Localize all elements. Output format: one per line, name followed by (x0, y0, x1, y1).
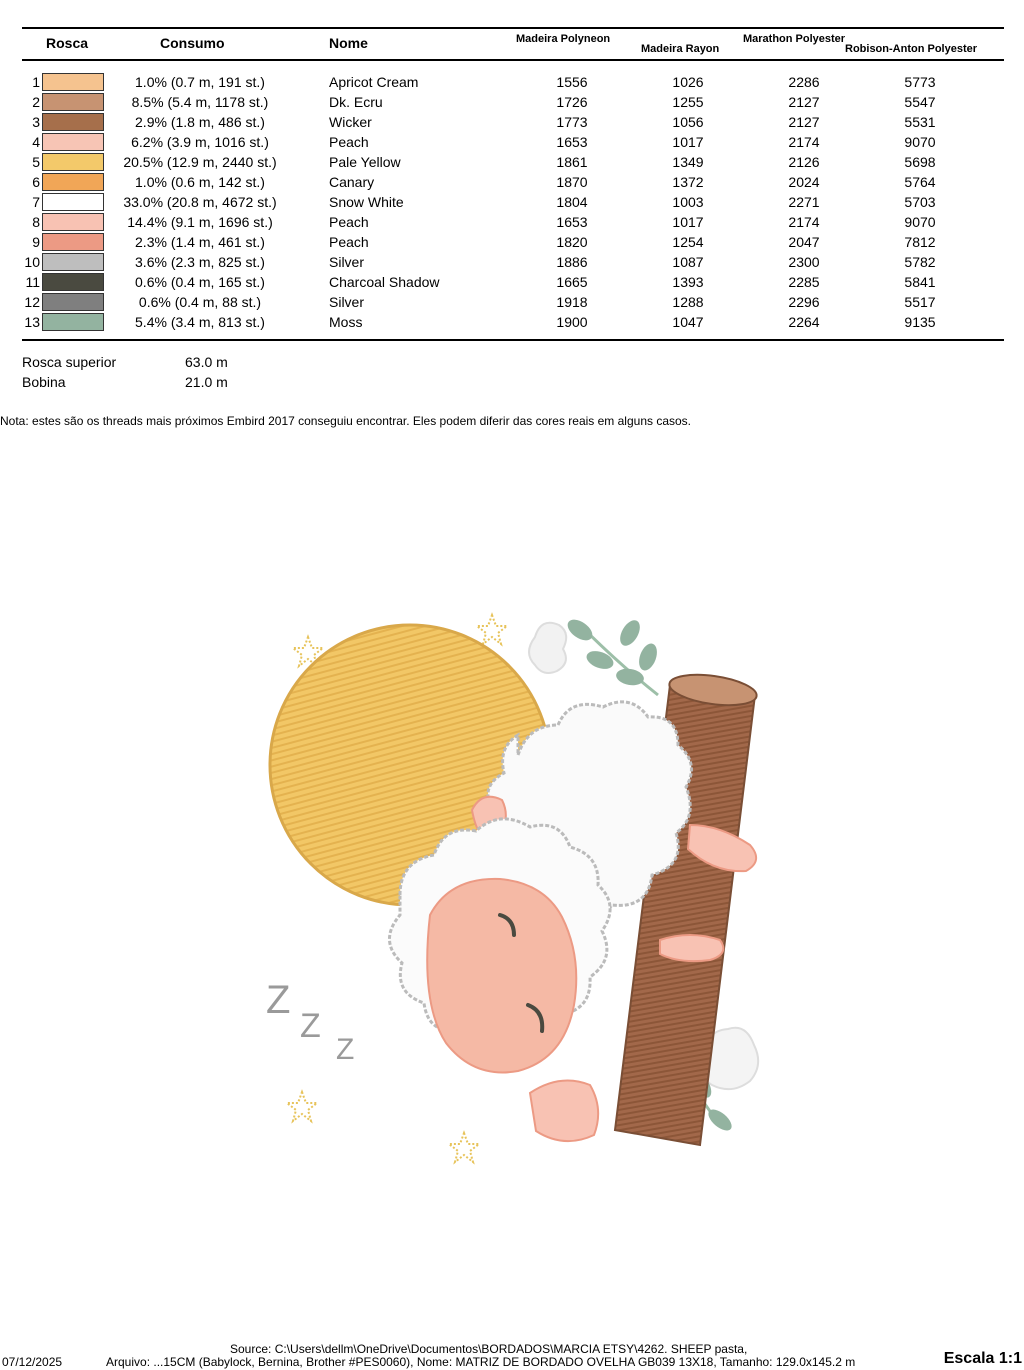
row-robison-anton: 5782 (904, 254, 936, 270)
table-bottom-rule (22, 339, 1004, 341)
row-consumo: 1.0% (0.7 m, 191 st.) (135, 74, 265, 90)
row-madeira-rayon: 1003 (672, 194, 704, 210)
table-row (0, 232, 1024, 252)
table-row (0, 192, 1024, 212)
row-nome: Peach (329, 134, 369, 150)
sleep-z-letter: Z (266, 978, 291, 1022)
sleep-z-letter: Z (300, 1007, 321, 1045)
row-madeira-polyneon: 1653 (556, 214, 588, 230)
sheep-face (427, 879, 576, 1073)
row-marathon-polyester: 2127 (788, 94, 820, 110)
table-row (0, 112, 1024, 132)
row-madeira-polyneon: 1900 (556, 314, 588, 330)
row-robison-anton: 5703 (904, 194, 936, 210)
color-swatch (42, 213, 104, 231)
row-madeira-rayon: 1087 (672, 254, 704, 270)
row-madeira-rayon: 1047 (672, 314, 704, 330)
row-nome: Dk. Ecru (329, 94, 383, 110)
row-marathon-polyester: 2024 (788, 174, 820, 190)
color-swatch (42, 173, 104, 191)
row-madeira-polyneon: 1918 (556, 294, 588, 310)
row-robison-anton: 5841 (904, 274, 936, 290)
row-madeira-polyneon: 1726 (556, 94, 588, 110)
row-consumo: 6.2% (3.9 m, 1016 st.) (131, 134, 269, 150)
row-index: 4 (32, 134, 40, 150)
row-nome: Snow White (329, 194, 404, 210)
row-madeira-polyneon: 1820 (556, 234, 588, 250)
table-row (0, 92, 1024, 112)
table-row (0, 172, 1024, 192)
row-robison-anton: 5773 (904, 74, 936, 90)
star-icon (449, 1133, 479, 1162)
row-marathon-polyester: 2296 (788, 294, 820, 310)
row-robison-anton: 5531 (904, 114, 936, 130)
row-madeira-rayon: 1056 (672, 114, 704, 130)
sheep-leg (530, 1081, 598, 1142)
rosca-superior-value: 63.0 m (185, 354, 228, 370)
color-swatch (42, 293, 104, 311)
row-robison-anton: 5517 (904, 294, 936, 310)
row-madeira-rayon: 1255 (672, 94, 704, 110)
row-consumo: 0.6% (0.4 m, 165 st.) (135, 274, 265, 290)
color-swatch (42, 153, 104, 171)
row-consumo: 8.5% (5.4 m, 1178 st.) (131, 94, 269, 110)
row-nome: Peach (329, 214, 369, 230)
row-consumo: 14.4% (9.1 m, 1696 st.) (127, 214, 273, 230)
table-row (0, 312, 1024, 332)
row-marathon-polyester: 2174 (788, 214, 820, 230)
row-madeira-rayon: 1393 (672, 274, 704, 290)
row-consumo: 1.0% (0.6 m, 142 st.) (135, 174, 265, 190)
row-madeira-rayon: 1026 (672, 74, 704, 90)
color-swatch (42, 193, 104, 211)
table-top-rule (22, 27, 1004, 29)
color-swatch (42, 273, 104, 291)
rosca-superior-label: Rosca superior (22, 354, 117, 370)
row-madeira-polyneon: 1773 (556, 114, 588, 130)
star-icon (287, 1092, 317, 1121)
footer-date: 07/12/2025 (2, 1355, 63, 1369)
sleep-z-letter: Z (336, 1033, 355, 1066)
color-swatch (42, 113, 104, 131)
row-index: 6 (32, 174, 40, 190)
row-robison-anton: 7812 (904, 234, 936, 250)
row-robison-anton: 5698 (904, 154, 936, 170)
row-robison-anton: 9070 (904, 214, 936, 230)
row-index: 7 (32, 194, 40, 210)
footer-source: Source: C:\Users\dellm\OneDrive\Documentos\BORDADOS\MARCIA ETSY\4262. SHEEP pasta, (230, 1342, 748, 1356)
row-marathon-polyester: 2127 (788, 114, 820, 130)
row-marathon-polyester: 2271 (788, 194, 820, 210)
row-madeira-polyneon: 1556 (556, 74, 588, 90)
row-index: 3 (32, 114, 40, 130)
header-madeira-rayon: Madeira Rayon (641, 43, 720, 55)
row-madeira-rayon: 1372 (672, 174, 704, 190)
row-index: 11 (25, 274, 40, 290)
color-swatch (42, 233, 104, 251)
bobina-value: 21.0 m (185, 374, 228, 390)
thread-note: Nota: estes são os threads mais próximos Embird 2017 conseguiu encontrar. Eles podem diferir das cores reais em alguns casos. (0, 414, 692, 428)
row-nome: Moss (329, 314, 363, 330)
table-row (0, 252, 1024, 272)
row-index: 10 (24, 254, 40, 270)
row-nome: Charcoal Shadow (329, 274, 440, 290)
color-swatch (42, 133, 104, 151)
color-swatch (42, 73, 104, 91)
table-row (0, 132, 1024, 152)
row-nome: Silver (329, 294, 365, 310)
sheep-ear (660, 935, 723, 961)
row-robison-anton: 5547 (904, 94, 936, 110)
row-index: 9 (32, 234, 40, 250)
row-marathon-polyester: 2047 (788, 234, 820, 250)
row-madeira-rayon: 1349 (672, 154, 704, 170)
row-index: 1 (32, 74, 40, 90)
row-marathon-polyester: 2286 (788, 74, 820, 90)
row-marathon-polyester: 2264 (788, 314, 820, 330)
header-madeira-polyneon: Madeira Polyneon (516, 33, 611, 45)
row-robison-anton: 9070 (904, 134, 936, 150)
header-marathon-polyester: Marathon Polyester (743, 33, 846, 45)
row-marathon-polyester: 2174 (788, 134, 820, 150)
header-rosca: Rosca (46, 35, 89, 51)
row-nome: Pale Yellow (329, 154, 401, 170)
row-madeira-polyneon: 1870 (556, 174, 588, 190)
footer-scale: Escala 1:1 (943, 1350, 1022, 1367)
bobina-label: Bobina (22, 374, 66, 390)
embroidery-preview (250, 585, 770, 1165)
row-nome: Silver (329, 254, 365, 270)
row-robison-anton: 9135 (904, 314, 936, 330)
row-nome: Apricot Cream (329, 74, 419, 90)
row-nome: Peach (329, 234, 369, 250)
row-consumo: 5.4% (3.4 m, 813 st.) (135, 314, 265, 330)
row-index: 2 (32, 94, 40, 110)
row-index: 8 (32, 214, 40, 230)
table-row (0, 212, 1024, 232)
row-madeira-polyneon: 1861 (556, 154, 588, 170)
row-madeira-rayon: 1254 (672, 234, 704, 250)
color-swatch (42, 313, 104, 331)
row-madeira-rayon: 1017 (672, 134, 704, 150)
row-nome: Wicker (329, 114, 372, 130)
table-row (0, 152, 1024, 172)
row-nome: Canary (329, 174, 375, 190)
row-madeira-polyneon: 1804 (556, 194, 588, 210)
header-nome: Nome (329, 35, 368, 51)
row-madeira-polyneon: 1653 (556, 134, 588, 150)
row-consumo: 20.5% (12.9 m, 2440 st.) (123, 154, 277, 170)
table-row (0, 272, 1024, 292)
header-robison-anton: Robison-Anton Polyester (845, 43, 978, 55)
row-consumo: 2.9% (1.8 m, 486 st.) (135, 114, 265, 130)
row-consumo: 3.6% (2.3 m, 825 st.) (135, 254, 265, 270)
row-index: 13 (24, 314, 40, 330)
table-header-rule (22, 59, 1004, 61)
row-marathon-polyester: 2285 (788, 274, 820, 290)
row-marathon-polyester: 2126 (788, 154, 820, 170)
color-swatch (42, 253, 104, 271)
row-consumo: 2.3% (1.4 m, 461 st.) (135, 234, 265, 250)
cloud-shape (529, 623, 566, 673)
row-madeira-rayon: 1017 (672, 214, 704, 230)
row-marathon-polyester: 2300 (788, 254, 820, 270)
header-consumo: Consumo (160, 35, 225, 51)
footer-arquivo: Arquivo: ...15CM (Babylock, Bernina, Brother #PES0060), Nome: MATRIZ DE BORDADO OVELHA GB039 13X18, Tamanho: 129.0x145.2 m (106, 1355, 856, 1369)
table-row (0, 72, 1024, 92)
row-madeira-polyneon: 1886 (556, 254, 588, 270)
row-madeira-rayon: 1288 (672, 294, 704, 310)
row-index: 12 (24, 294, 40, 310)
branch-leaves-top (564, 615, 660, 695)
table-row (0, 292, 1024, 312)
row-robison-anton: 5764 (904, 174, 936, 190)
star-icon (477, 615, 507, 644)
row-consumo: 33.0% (20.8 m, 4672 st.) (123, 194, 277, 210)
row-consumo: 0.6% (0.4 m, 88 st.) (138, 294, 262, 310)
color-swatch (42, 93, 104, 111)
row-madeira-polyneon: 1665 (556, 274, 588, 290)
row-index: 5 (32, 154, 40, 170)
